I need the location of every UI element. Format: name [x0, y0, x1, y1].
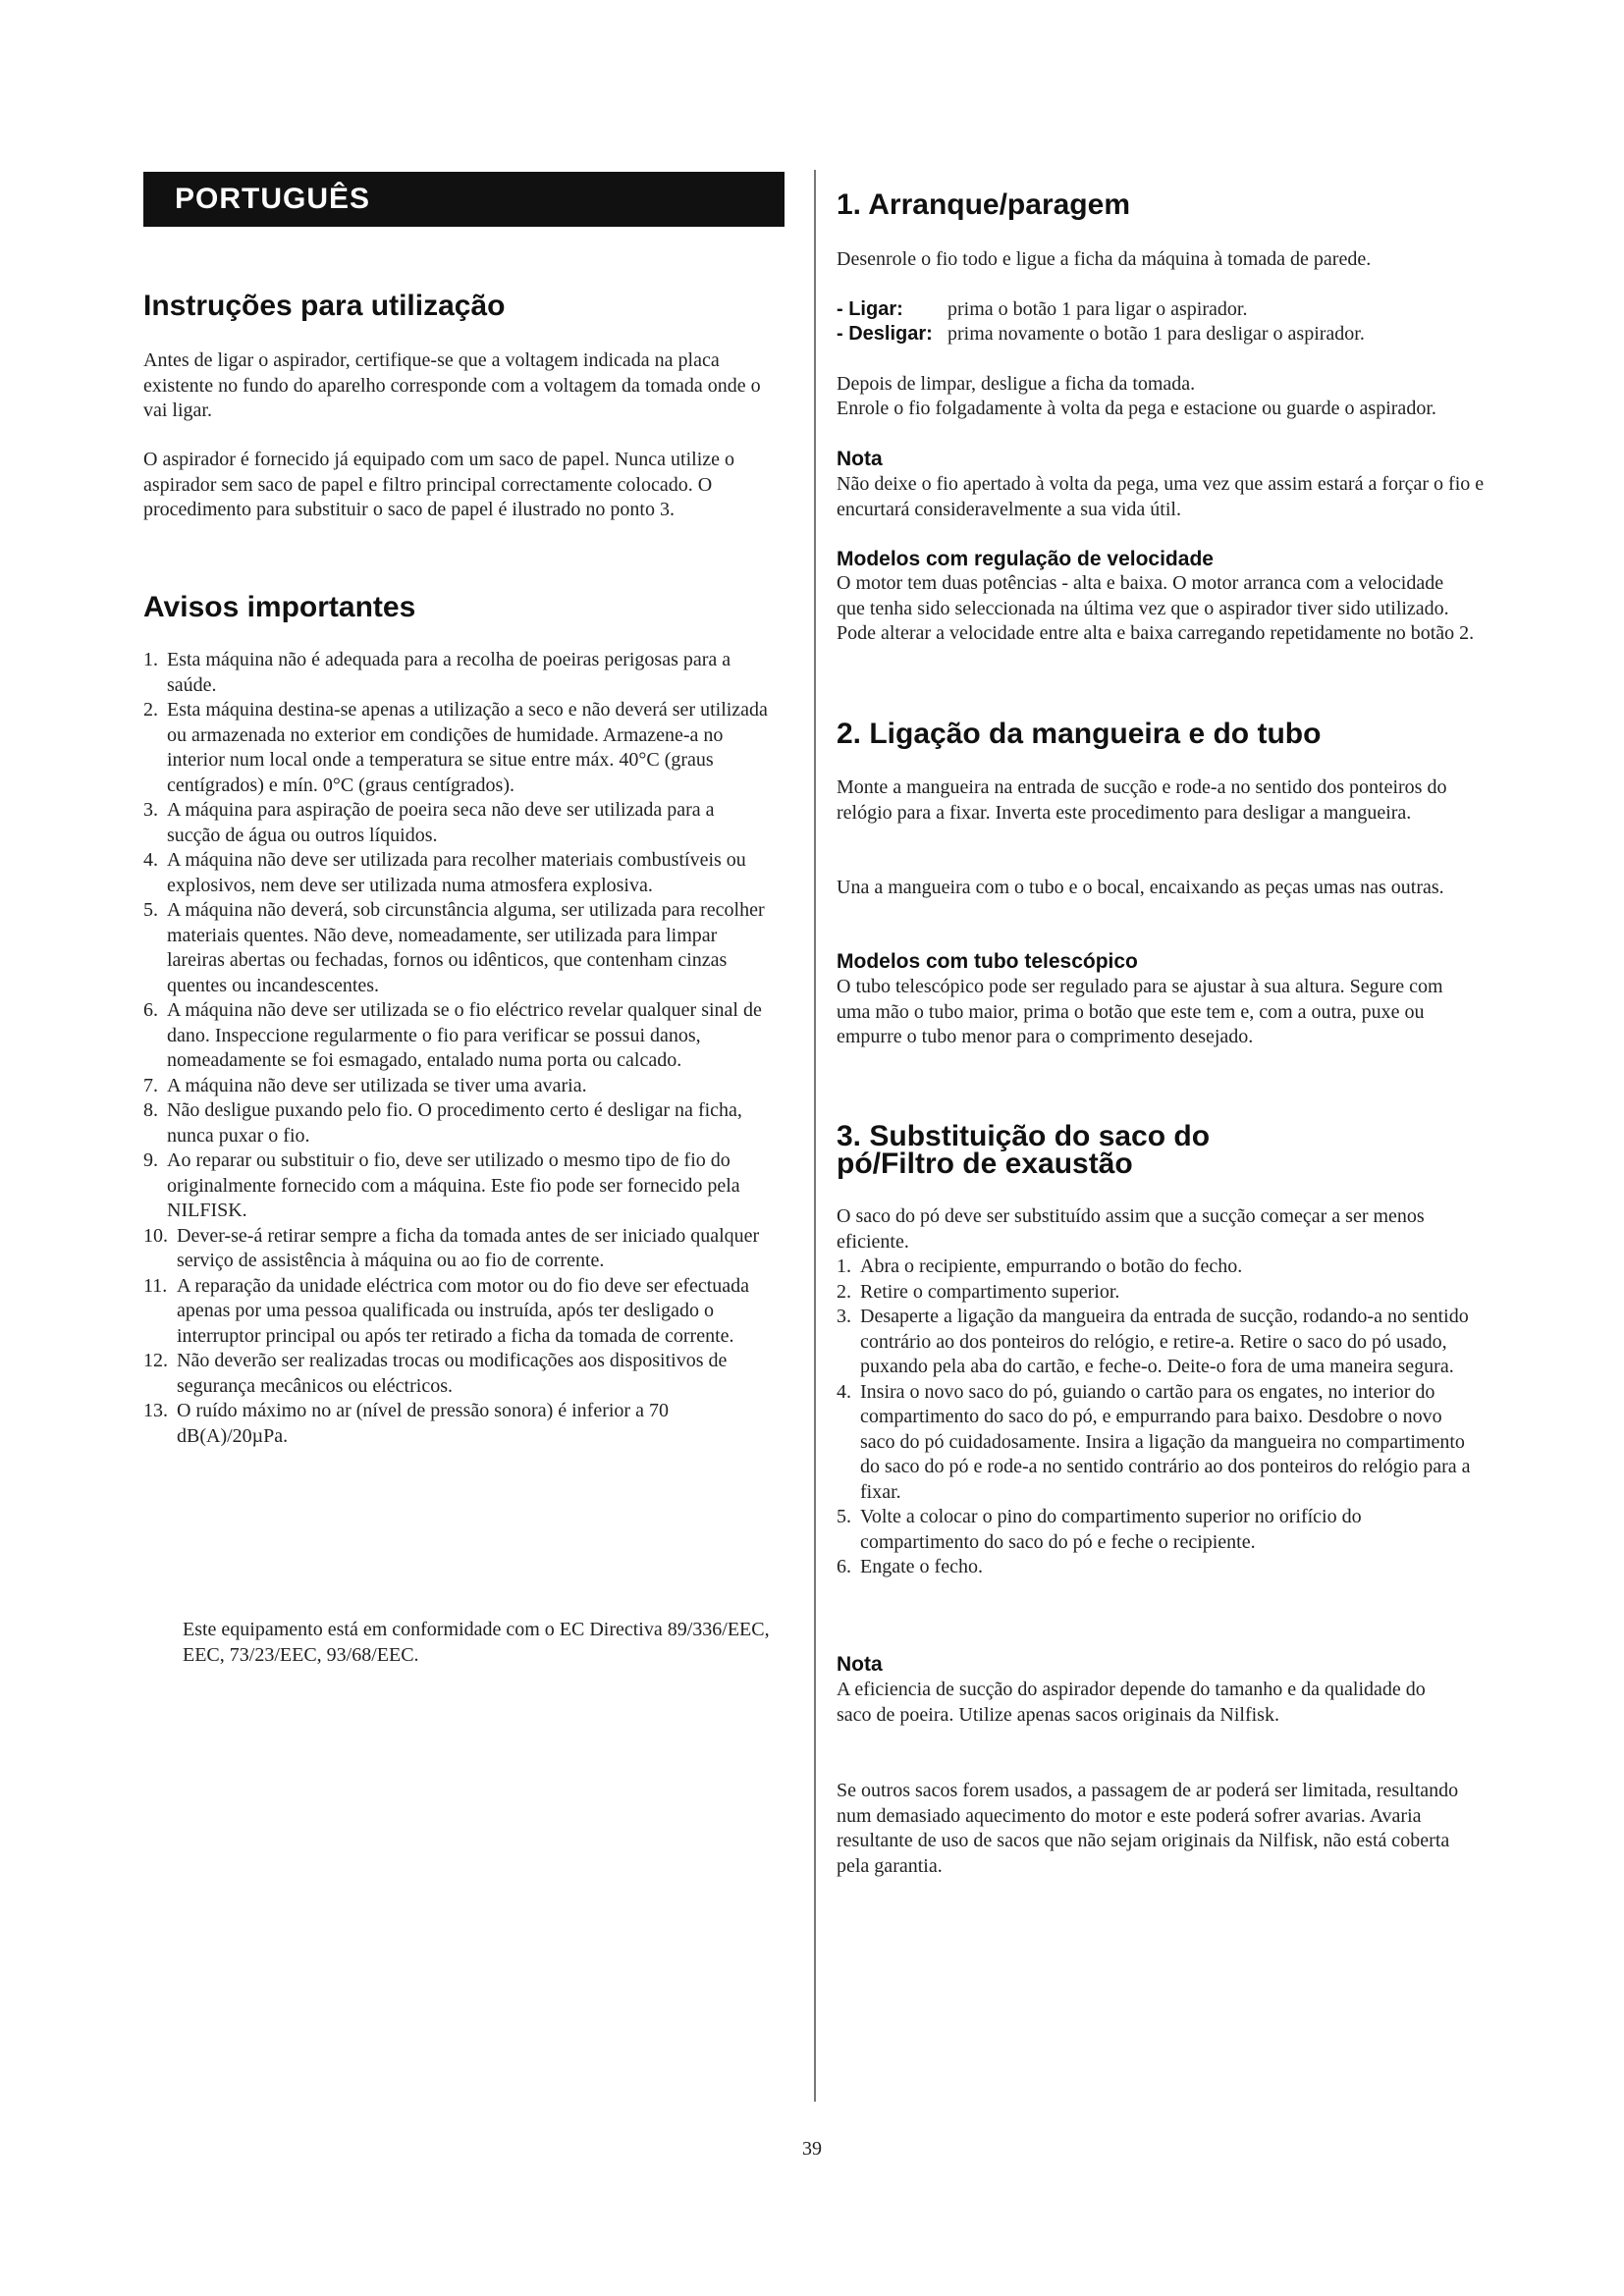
- section-1-note-text: Não deixe o fio apertado à volta da pega, uma vez que assim estará a forçar o fio e encurtará consideravelmente a sua vida útil.: [837, 473, 1485, 520]
- switch-off-text: prima novamente o botão 1 para desligar o aspirador.: [947, 323, 1365, 345]
- step-number: 3.: [837, 1306, 851, 1327]
- warning-text: A máquina não deve ser utilizada se o fio eléctrico revelar qualquer sinal de dano. Inspeccione regularmente o fio para verificar se possui danos, nomeadamente se foi esmagado, entalado numa porta ou calcado.: [167, 999, 762, 1071]
- section-1-storage: Enrole o fio folgadamente à volta da pega e estacione ou guarde o aspirador.: [837, 398, 1436, 419]
- warning-item: [143, 1274, 772, 1350]
- warning-text: Ao reparar ou substituir o fio, deve ser utilizado o mesmo tipo de fio do originalmente fornecido com a máquina. Este fio pode ser fornecido pela NILFISK.: [167, 1149, 740, 1221]
- warning-text: A reparação da unidade eléctrica com motor ou do fio deve ser efectuada apenas por uma pessoa qualificada ou instruída, após ter desligado o interruptor principal ou após ter retirado a ficha da tomada de corrente.: [177, 1274, 750, 1347]
- section-2-title: 2. Ligação da mangueira e do tubo: [837, 718, 1322, 750]
- speed-models-text: O motor tem duas potências - alta e baixa. O motor arranca com a velocidade que tenha sido seleccionada na última vez que o aspirador tiver sido utilizado. Pode alterar a velocidade entre alta e baixa carregando repetidamente no botão 2.: [837, 572, 1475, 644]
- switch-off-row: [837, 322, 1485, 347]
- step-item: [837, 1380, 1475, 1506]
- section-3-note-text: A eficiencia de sucção do aspirador depende do tamanho e da qualidade do saco de poeira. Utilize apenas sacos originais da Nilfisk.: [837, 1679, 1426, 1726]
- section-1-after-cleaning: Depois de limpar, desligue a ficha da tomada.: [837, 373, 1196, 395]
- language-bar: PORTUGUÊS: [143, 172, 785, 227]
- section-3-title: [837, 1120, 1211, 1180]
- step-item: [837, 1305, 1475, 1380]
- step-text: Retire o compartimento superior.: [860, 1280, 1120, 1303]
- section-3-warranty: Se outros sacos forem usados, a passagem de ar poderá ser limitada, resultando num demasiado aquecimento do motor e este poderá sofrer avarias. Avaria resultante de uso de sacos que não sejam originais da Nilfisk, não está coberta pela garantia.: [837, 1780, 1459, 1877]
- warning-text: A máquina não deve ser utilizada se tiver uma avaria.: [167, 1074, 587, 1096]
- step-number: 1.: [837, 1255, 851, 1277]
- warning-text: Esta máquina destina-se apenas a utilização a seco e não deverá ser utilizada ou armazenada no exterior em condições de humidade. Armazene-a no interior num local onde a temperatura se situe entre máx. 40°C (graus centígrados) e mín. 0°C (graus centígrados).: [167, 699, 768, 796]
- section-2-paragraph-1: Monte a mangueira na entrada de sucção e rode-a no sentido dos ponteiros do relógio para a fixar. Inverta este procedimento para desligar a mangueira.: [837, 776, 1447, 824]
- warning-number: 12.: [143, 1350, 168, 1371]
- switch-on-text: prima o botão 1 para ligar o aspirador.: [947, 298, 1248, 320]
- warning-item: [143, 648, 772, 698]
- step-text: Insira o novo saco do pó, guiando o cartão para os engates, no interior do compartimento do saco do pó, e empurrando para baixo. Desdobre o novo saco do pó cuidadosamente. Insira a ligação da mangueira no compartimento do saco do pó e rode-a no sentido contrário ao dos ponteiros do relógio para a fixar.: [860, 1380, 1471, 1503]
- warning-item: [143, 798, 772, 848]
- step-number: 4.: [837, 1380, 851, 1403]
- warning-number: 2.: [143, 699, 158, 721]
- warning-number: 8.: [143, 1099, 158, 1121]
- bag-replacement-steps: [837, 1255, 1475, 1580]
- warning-text: O ruído máximo no ar (nível de pressão sonora) é inferior a 70 dB(A)/20µPa.: [177, 1400, 669, 1447]
- warning-item: [143, 848, 772, 898]
- step-text: Engate o fecho.: [860, 1556, 983, 1577]
- column-divider: [814, 170, 816, 2102]
- conformity-statement: Este equipamento está em conformidade com o EC Directiva 89/336/EEC, EEC, 73/23/EEC, 93/68/EEC.: [183, 1619, 770, 1666]
- step-number: 6.: [837, 1556, 851, 1577]
- warning-number: 6.: [143, 999, 158, 1021]
- warnings-title: Avisos importantes: [143, 591, 416, 623]
- warning-text: Não deverão ser realizadas trocas ou modificações aos dispositivos de segurança mecânicos ou eléctricos.: [177, 1350, 728, 1397]
- switch-on-label: - Ligar:: [837, 298, 903, 320]
- warning-number: 3.: [143, 799, 158, 821]
- warning-item: [143, 1098, 772, 1148]
- step-number: 5.: [837, 1506, 851, 1527]
- section-2-paragraph-2: Una a mangueira com o tubo e o bocal, encaixando as peças umas nas outras.: [837, 877, 1444, 898]
- warning-text: A máquina para aspiração de poeira seca não deve ser utilizada para a sucção de água ou outros líquidos.: [167, 799, 715, 846]
- warning-item: [143, 1224, 772, 1274]
- warning-number: 1.: [143, 649, 158, 670]
- warning-number: 10.: [143, 1224, 168, 1247]
- warning-text: A máquina não deve ser utilizada para recolher materiais combustíveis ou explosivos, nem deve ser utilizada numa atmosfera explosiva.: [167, 849, 746, 896]
- switch-on-row: [837, 297, 1485, 322]
- warning-text: Dever-se-á retirar sempre a ficha da tomada antes de ser iniciado qualquer serviço de assistência à máquina ou ao fio de corrente.: [177, 1224, 760, 1271]
- warning-item: [143, 1349, 772, 1399]
- warning-number: 4.: [143, 849, 158, 871]
- warning-number: 7.: [143, 1074, 158, 1096]
- warning-item: [143, 1074, 772, 1099]
- section-1-note-title: Nota: [837, 448, 883, 470]
- warning-item: [143, 698, 772, 798]
- step-number: 2.: [837, 1280, 851, 1303]
- instructions-title: Instruções para utilização: [143, 290, 506, 322]
- warning-number: 11.: [143, 1274, 168, 1297]
- step-text: Volte a colocar o pino do compartimento superior no orifício do compartimento do saco do pó e feche o recipiente.: [860, 1506, 1362, 1553]
- warning-number: 5.: [143, 899, 158, 921]
- step-item: [837, 1255, 1475, 1280]
- switch-off-label: - Desligar:: [837, 323, 933, 345]
- telescopic-models-text: O tubo telescópico pode ser regulado para se ajustar à sua altura. Segure com uma mão o tubo maior, prima o botão que este tem e, com a outra, puxe ou empurre o tubo menor para o comprimento desejado.: [837, 976, 1443, 1047]
- section-3-title-line-2: pó/Filtro de exaustão: [837, 1148, 1133, 1180]
- section-3-note-title: Nota: [837, 1653, 883, 1676]
- page-number: 39: [802, 2138, 822, 2160]
- warning-text: A máquina não deverá, sob circunstância alguma, ser utilizada para recolher materiais quentes. Não deve, nomeadamente, ser utilizada para limpar lareiras abertas ou fechadas, fornos ou idênticos, que contenham cinzas quentes ou incandescentes.: [167, 899, 765, 996]
- warning-item: [143, 998, 772, 1074]
- step-item: [837, 1505, 1475, 1555]
- warning-item: [143, 1148, 772, 1224]
- section-3-title-line-1: 3. Substituição do saco do: [837, 1120, 1211, 1152]
- step-item: [837, 1280, 1475, 1306]
- warning-number: 9.: [143, 1149, 158, 1171]
- section-1-title: 1. Arranque/paragem: [837, 188, 1130, 221]
- warnings-list: [143, 648, 772, 1449]
- speed-models-title: Modelos com regulação de velocidade: [837, 548, 1214, 570]
- warning-item: [143, 898, 772, 998]
- warning-item: [143, 1399, 772, 1449]
- step-text: Desaperte a ligação da mangueira da entrada de sucção, rodando-a no sentido contrário ao dos ponteiros do relógio, e retire-a. Retire o saco do pó usado, puxando pela aba do cartão, e feche-o. Deite-o fora de uma maneira segura.: [860, 1306, 1469, 1377]
- step-item: [837, 1555, 1475, 1580]
- section-3-intro: O saco do pó deve ser substituído assim que a sucção começar a ser menos eficiente.: [837, 1205, 1425, 1253]
- instructions-paragraph-1: Antes de ligar o aspirador, certifique-se que a voltagem indicada na placa existente no fundo do aparelho corresponde com a voltagem da tomada onde o vai ligar.: [143, 349, 761, 421]
- step-text: Abra o recipiente, empurrando o botão do fecho.: [860, 1255, 1243, 1277]
- warning-text: Esta máquina não é adequada para a recolha de poeiras perigosas para a saúde.: [167, 649, 731, 696]
- instructions-paragraph-2: O aspirador é fornecido já equipado com um saco de papel. Nunca utilize o aspirador sem saco de papel e filtro principal correctamente colocado. O procedimento para substituir o saco de papel é ilustrado no ponto 3.: [143, 449, 735, 520]
- warning-number: 13.: [143, 1400, 168, 1421]
- section-1-intro: Desenrole o fio todo e ligue a ficha da máquina à tomada de parede.: [837, 248, 1372, 270]
- telescopic-models-title: Modelos com tubo telescópico: [837, 950, 1138, 973]
- warning-text: Não desligue puxando pelo fio. O procedimento certo é desligar na ficha, nunca puxar o fio.: [167, 1099, 742, 1147]
